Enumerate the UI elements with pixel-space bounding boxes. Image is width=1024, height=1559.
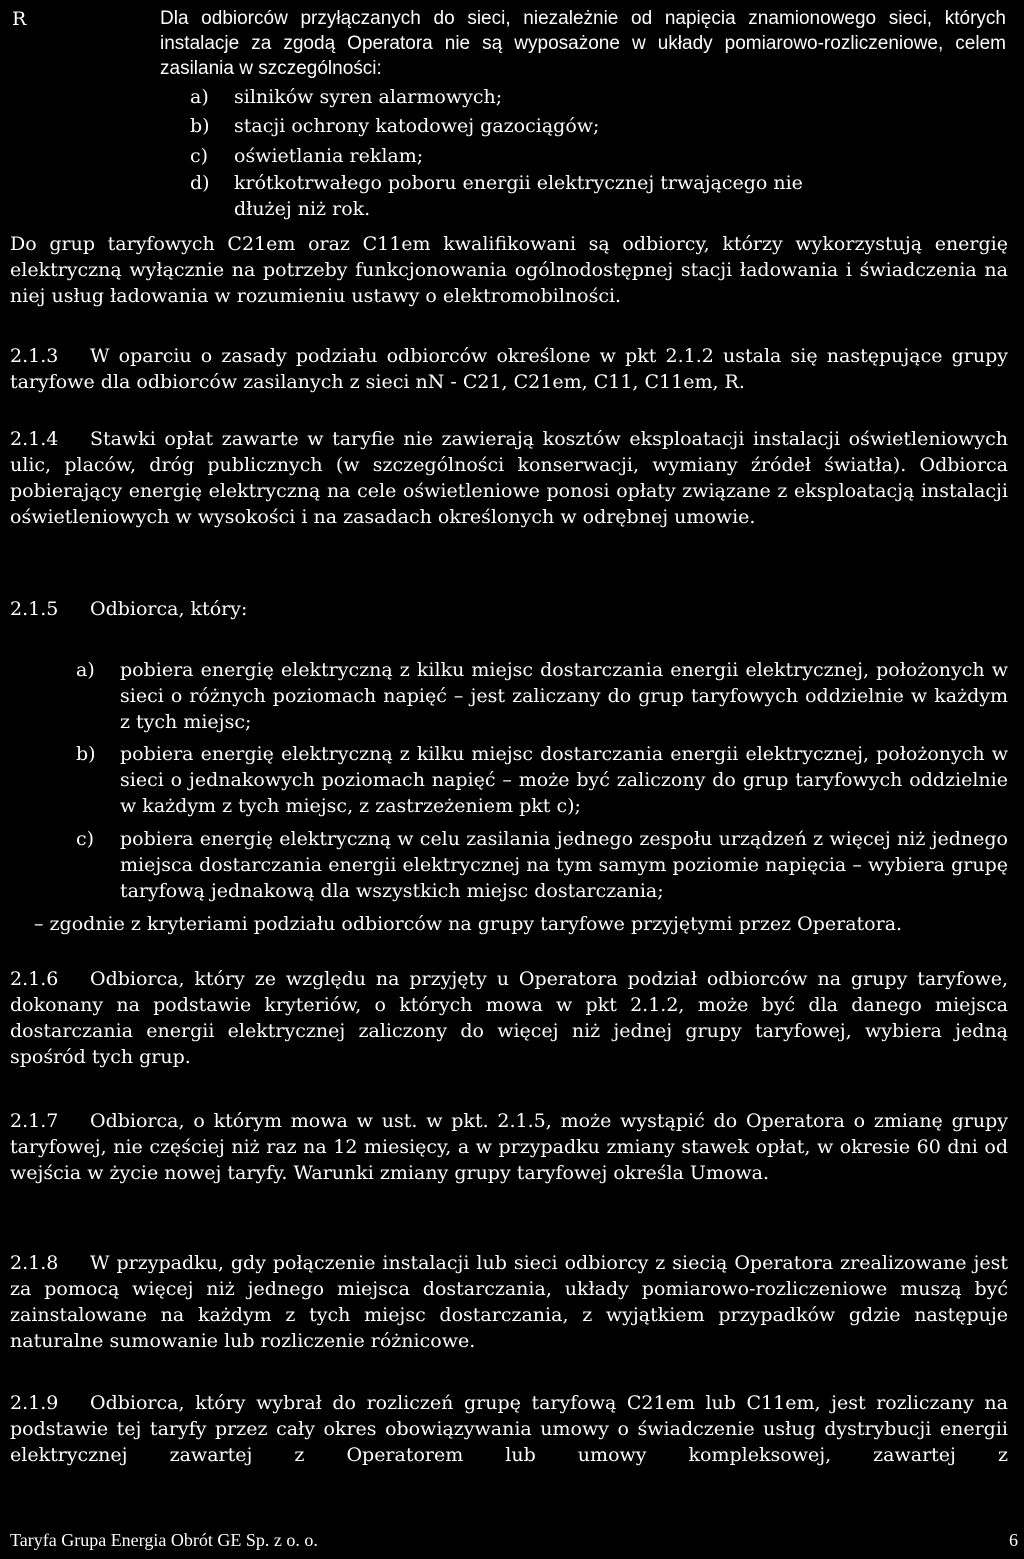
section-r-text: Dla odbiorców przyłączanych do sieci, niezależnie od napięcia znamionowego sieci, których instalacje za zgodą Operatora nie są wyposażone w układy pomiarowo-rozliczeniowe, celem zasilania w szczególności: [160, 8, 1006, 79]
section-2-1-4-text: Stawki opłat zawarte w taryfie nie zawierają kosztów eksploatacji instalacji oświetleniowych ulic, placów, dróg publicznych (w szczególności konserwacji, wymiany źródeł światła). Odbiorca pobierający energię elektryczną na cele oświetleniowe ponosi opłaty związane z eksploatacją instalacji oświetleniowych w wysokości i na zasadach określonych w odrębnej umowie. [10, 428, 1008, 528]
section-2-1-5-item-c: pobiera energię elektryczną w celu zasilania jednego zespołu urządzeń z więcej niż jednego miejsca dostarczania energii elektrycznej na tym samym poziomie napięcia – wybiera grupę taryfową jednakową dla wszystkich miejsc dostarczania; [120, 828, 1008, 902]
section-r-item-c: oświetlania reklam; [234, 145, 424, 167]
section-2-1-5-item-a-label: a) [76, 659, 95, 681]
section-r-item-a: silników syren alarmowych; [234, 86, 503, 108]
section-2-1-8-text: W przypadku, gdy połączenie instalacji lub sieci odbiorcy z siecią Operatora zrealizowane jest za pomocą więcej niż jednego miejsca dostarczania, układy pomiarowo-rozliczeniowe muszą być zainstalowane na każdym z tych miejsc dostarczania, z wyjątkiem przypadków gdzie następuje naturalne sumowanie lub rozliczenie różnicowe. [10, 1252, 1008, 1352]
footer-company: Taryfa Grupa Energia Obrót GE Sp. z o. o. [10, 1530, 318, 1550]
section-2-1-5-item-c-label: c) [76, 828, 95, 850]
section-2-1-3-text: W oparciu o zasady podziału odbiorców określone w pkt 2.1.2 ustala się następujące grupy taryfowe dla odbiorców zasilanych z sieci nN - C21, C21em, C11, C11em, R. [10, 345, 1008, 393]
section-2-1-6-text: Odbiorca, który ze względu na przyjęty u Operatora podział odbiorców na grupy taryfowe, dokonany na podstawie kryteriów, o których mowa w pkt 2.1.2, może być dla danego miejsca dostarczania energii elektrycznej zaliczony do więcej niż jednej grupy taryfowej, wybiera jedną spośród tych grup. [10, 968, 1008, 1068]
section-2-1-6-number: 2.1.6 [10, 968, 59, 990]
paragraph-cem: Do grup taryfowych C21em oraz C11em kwalifikowani są odbiorcy, którzy wykorzystują energię elektryczną wyłącznie na potrzeby funkcjonowania ogólnodostępnej stacji ładowania i świadczenia na niej usług ładowania w rozumieniu ustawy o elektromobilności. [10, 233, 1008, 307]
section-2-1-5-number: 2.1.5 [10, 598, 59, 620]
section-r-item-c-label: c) [190, 145, 209, 167]
section-2-1-9-number: 2.1.9 [10, 1392, 59, 1414]
section-2-1-4-number: 2.1.4 [10, 428, 59, 450]
section-r-item-d: krótkotrwałego poboru energii elektrycznej trwającego nie dłużej niż rok. [234, 172, 803, 220]
section-r-item-a-label: a) [190, 86, 209, 108]
section-2-1-9-text: Odbiorca, który wybrał do rozliczeń grupę taryfową C21em lub C11em, jest rozliczany na podstawie tej taryfy przez cały okres obowiązywania umowy o świadczenie usług dystrybucji energii elektrycznej zawartej z Operatorem lub umowy kompleksowej, zawartej z [10, 1392, 1008, 1466]
section-2-1-5-item-b: pobiera energię elektryczną z kilku miejsc dostarczania energii elektrycznej, położonych w sieci o jednakowych poziomach napięć – może być zaliczony do grup taryfowych oddzielnie w każdym z tych miejsc, z zastrzeżeniem pkt c); [120, 743, 1008, 817]
section-2-1-7-number: 2.1.7 [10, 1110, 59, 1132]
section-r-marker: R [12, 8, 27, 30]
section-2-1-5-closing: – zgodnie z kryteriami podziału odbiorców na grupy taryfowe przyjętymi przez Operatora. [34, 913, 903, 935]
section-r-item-b: stacji ochrony katodowej gazociągów; [234, 115, 600, 137]
section-2-1-5-item-a: pobiera energię elektryczną z kilku miejsc dostarczania energii elektrycznej, położonych w sieci o różnych poziomach napięć – jest zaliczany do grup taryfowych oddzielnie w każdym z tych miejsc; [120, 659, 1008, 733]
section-r-item-d-label: d) [190, 172, 210, 194]
section-2-1-5-item-b-label: b) [76, 743, 96, 765]
section-2-1-5-heading: Odbiorca, który: [90, 598, 248, 620]
section-2-1-7-text: Odbiorca, o którym mowa w ust. w pkt. 2.1.5, może wystąpić do Operatora o zmianę grupy taryfowej, nie częściej niż raz na 12 miesięcy, a w przypadku zmiany stawek opłat, w okresie 60 dni od wejścia w życie nowej taryfy. Warunki zmiany grupy taryfowej określa Umowa. [10, 1110, 1008, 1184]
footer-page-number: 6 [1009, 1530, 1018, 1550]
section-2-1-3-number: 2.1.3 [10, 345, 59, 367]
section-r-item-b-label: b) [190, 115, 210, 137]
section-2-1-8-number: 2.1.8 [10, 1252, 59, 1274]
